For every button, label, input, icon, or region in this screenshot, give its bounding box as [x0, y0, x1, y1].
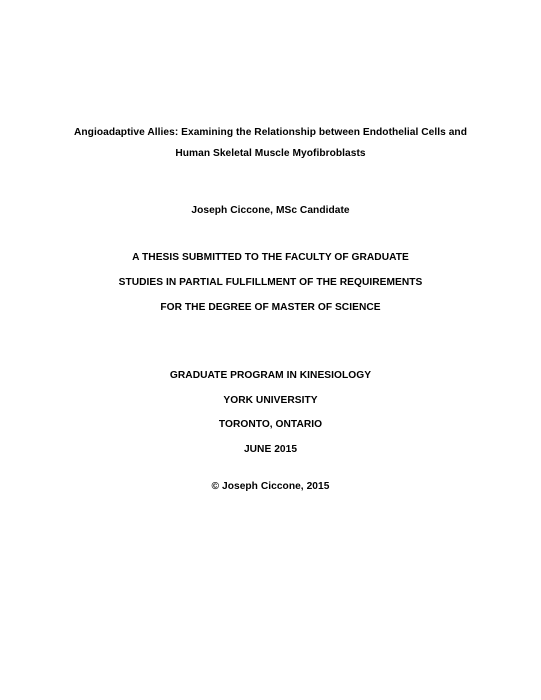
thesis-title-line-1: Angioadaptive Allies: Examining the Relationship between Endothelial Cells and [74, 127, 467, 138]
submission-statement-line-1: A THESIS SUBMITTED TO THE FACULTY OF GRADUATE [132, 252, 409, 263]
copyright-notice: © Joseph Ciccone, 2015 [211, 481, 330, 492]
author-name: Joseph Ciccone, MSc Candidate [191, 205, 350, 216]
submission-statement-line-3: FOR THE DEGREE OF MASTER OF SCIENCE [160, 302, 381, 313]
submission-statement-line-2: STUDIES IN PARTIAL FULFILLMENT OF THE REQUIREMENTS [118, 277, 423, 288]
submission-date: JUNE 2015 [243, 444, 298, 455]
university-name: YORK UNIVERSITY [223, 395, 318, 406]
thesis-title-line-2: Human Skeletal Muscle Myofibroblasts [175, 148, 366, 159]
university-location: TORONTO, ONTARIO [218, 419, 323, 430]
graduate-program: GRADUATE PROGRAM IN KINESIOLOGY [169, 370, 372, 381]
